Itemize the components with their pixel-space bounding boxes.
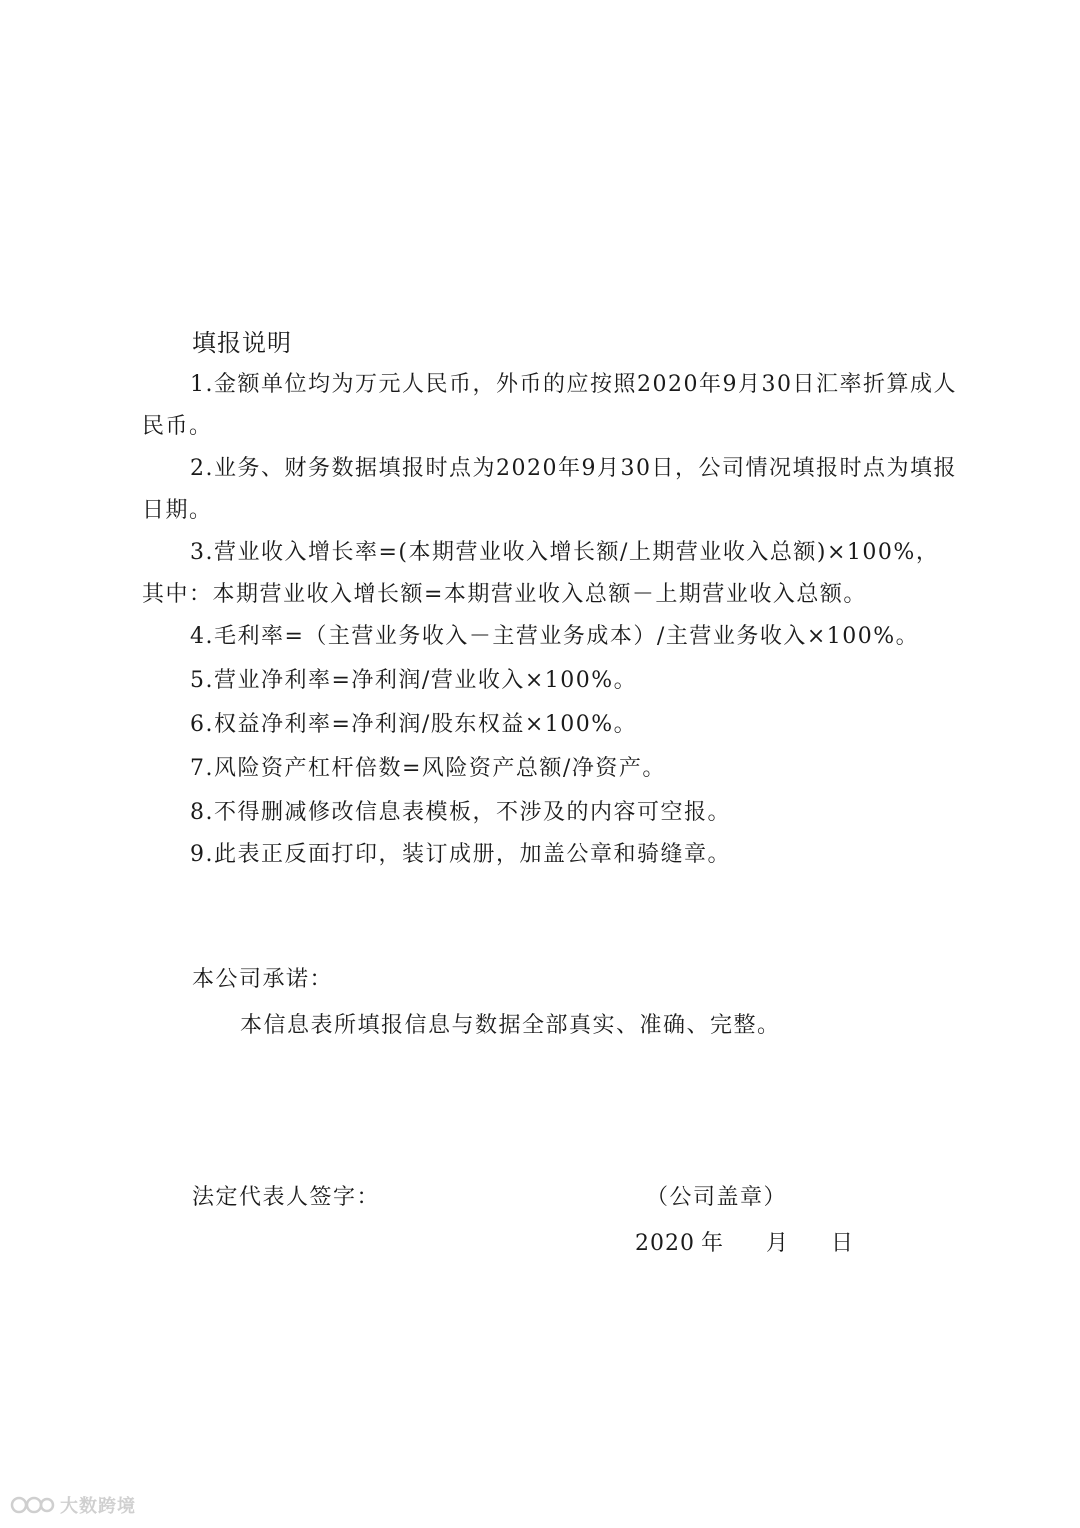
pledge-body: 本信息表所填报信息与数据全部真实、准确、完整。 (240, 1013, 781, 1038)
instructions-heading: 填报说明 (192, 329, 292, 357)
instruction-item-2: 2.业务、财务数据填报时点为2020年9月30日，公司情况填报时点为填报日期。 (142, 456, 957, 523)
date-year-unit: 年 (701, 1231, 725, 1256)
instruction-item-3: 3.营业收入增长率=(本期营业收入增长额/上期营业收入总额)×100%，其中：本期营业收入增长额=本期营业收入总额－上期营业收入总额。 (142, 540, 940, 607)
pledge-title: 本公司承诺： (192, 967, 334, 992)
instruction-item-4: 4.毛利率=（主营业务收入－主营业务成本）/主营业务收入×100%。 (190, 624, 920, 649)
instruction-item-9: 9.此表正反面打印，装订成册，加盖公章和骑缝章。 (190, 842, 731, 867)
signature-date (635, 1226, 854, 1257)
date-month-unit: 月 (766, 1231, 790, 1256)
brand-logo-icon (10, 1493, 56, 1517)
legal-representative-signature-label: 法定代表人签字： (192, 1185, 381, 1210)
instruction-item-5: 5.营业净利率=净利润/营业收入×100%。 (190, 668, 638, 693)
watermark-text: 大数跨境 (60, 1496, 136, 1517)
date-year: 2020 (635, 1231, 695, 1256)
date-day-unit: 日 (831, 1231, 855, 1256)
company-seal-label: （公司盖章） (646, 1185, 788, 1210)
instruction-item-7: 7.风险资产杠杆倍数=风险资产总额/净资产。 (190, 756, 666, 781)
instruction-item-6: 6.权益净利率=净利润/股东权益×100%。 (190, 712, 638, 737)
instruction-item-8: 8.不得删减修改信息表模板，不涉及的内容可空报。 (190, 800, 731, 825)
instruction-item-1: 1.金额单位均为万元人民币，外币的应按照2020年9月30日汇率折算成人民币。 (142, 372, 957, 439)
watermark (10, 1492, 136, 1518)
